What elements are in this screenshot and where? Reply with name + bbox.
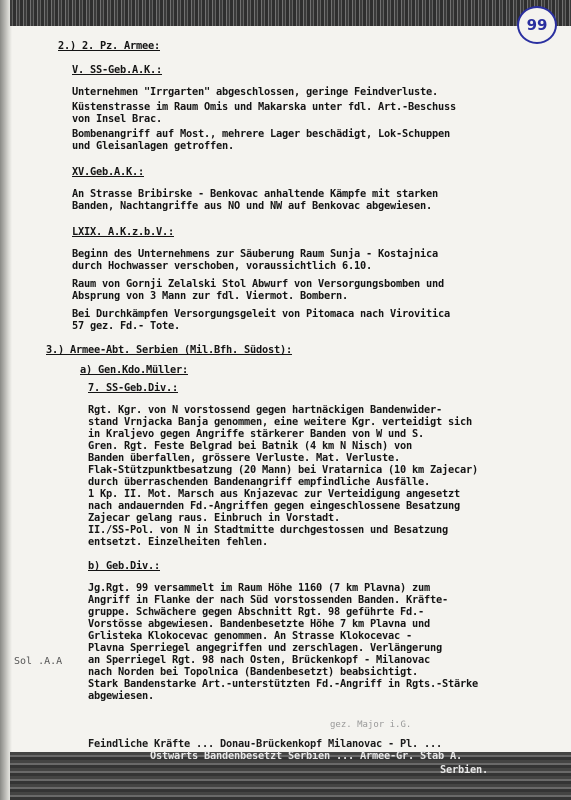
text-line: An Strasse Bribirske - Benkovac anhaltende Kämpfe mit starken: [72, 188, 438, 200]
text-line: Unternehmen "Irrgarten" abgeschlossen, geringe Feindverluste.: [72, 86, 438, 98]
text-line: Flak-Stützpunktbesatzung (20 Mann) bei Vratarnica (10 km Zajecar): [88, 464, 478, 476]
text-line: Raum von Gornji Zelalski Stol Abwurf von Versorgungsbomben und: [72, 278, 444, 290]
text-line: Banden überfallen, grössere Verluste. Mat. Verluste.: [88, 452, 400, 464]
margin-note: Sol .A.A: [14, 656, 63, 667]
text-line: Zajecar gelang raus. Einbruch in Vorstadt.: [88, 512, 340, 524]
text-line: Jg.Rgt. 99 versammelt im Raum Höhe 1160 (7 km Plavna) zum: [88, 582, 430, 594]
text-line: in Kraljevo gegen Angriffe stärkerer Banden von W und S.: [88, 428, 424, 440]
bottom-text-line: Feindliche Kräfte ... Donau-Brückenkopf Milanovac - Pl. ...: [88, 738, 442, 750]
sub-heading-gen-kdo: a) Gen.Kdo.Müller:: [80, 364, 188, 376]
text-line: durch Hochwasser verschoben, voraussichtlich 6.10.: [72, 260, 372, 272]
corps-heading-v-ss: V. SS-Geb.A.K.:: [72, 64, 162, 76]
text-line: entsetzt. Einzelheiten fehlen.: [88, 536, 268, 548]
text-line: abgewiesen.: [88, 690, 154, 702]
text-line: Absprung von 3 Mann zur fdl. Viermot. Bombern.: [72, 290, 348, 302]
text-line: durch überraschenden Bandenangriff empfindliche Ausfälle.: [88, 476, 430, 488]
text-line: Bei Durchkämpfen Versorgungsgeleit von Pitomaca nach Virovitica: [72, 308, 450, 320]
text-line: nach Norden bei Topolnica (Bandenbesetzt) beabsichtigt.: [88, 666, 418, 678]
bottom-text-line: Ostwärts Bandenbesetzt Serbien ... Armee-Gr. Stab A.: [150, 750, 462, 762]
text-line: gruppe. Schwächere gegen Abschnitt Rgt. 98 geführte Fd.-: [88, 606, 424, 618]
division-heading-7-ss: 7. SS-Geb.Div.:: [88, 382, 178, 394]
text-line: 57 gez. Fd.- Tote.: [72, 320, 180, 332]
ghost-signature: gez. Major i.G.: [330, 720, 412, 730]
text-line: Plavna Sperriegel angegriffen und zerschlagen. Verlängerung: [88, 642, 442, 654]
text-line: II./SS-Pol. von N in Stadtmitte durchgestossen und Besatzung: [88, 524, 448, 536]
page-number-stamp: 99: [517, 6, 557, 44]
scan-noise-top: [10, 0, 571, 26]
text-line: an Sperriegel Rgt. 98 nach Osten, Brückenkopf - Milanovac: [88, 654, 430, 666]
text-line: Angriff in Flanke der nach Süd vorstossenden Banden. Kräfte-: [88, 594, 448, 606]
text-line: Grlisteka Klokocevac genommen. An Strasse Klokocevac -: [88, 630, 412, 642]
bottom-text-line: Serbien.: [440, 764, 488, 776]
text-line: Banden, Nachtangriffe aus NO und NW auf Benkovac abgewiesen.: [72, 200, 432, 212]
text-line: nach andauernden Fd.-Angriffen gegen eingeschlossene Besatzung: [88, 500, 460, 512]
section-heading-2-pz-armee: 2.) 2. Pz. Armee:: [58, 40, 160, 52]
text-line: 1 Kp. II. Mot. Marsch aus Knjazevac zur Verteidigung angesetzt: [88, 488, 460, 500]
text-line: stand Vrnjacka Banja genommen, eine weitere Kgr. verteidigt sich: [88, 416, 472, 428]
section-heading-serbien: [46, 344, 292, 356]
division-heading-b-geb: b) Geb.Div.:: [88, 560, 160, 572]
text-line: Bombenangriff auf Most., mehrere Lager beschädigt, Lok-Schuppen: [72, 128, 450, 140]
text-line: Vorstösse abgewiesen. Bandenbesetzte Höhe 7 km Plavna und: [88, 618, 430, 630]
text-line: von Insel Brac.: [72, 113, 162, 125]
text-line: und Gleisanlagen getroffen.: [72, 140, 234, 152]
text-line: Küstenstrasse im Raum Omis und Makarska unter fdl. Art.-Beschuss: [72, 101, 456, 113]
scan-edge-shadow: [0, 0, 12, 800]
corps-heading-lxix: LXIX. A.K.z.b.V.:: [72, 226, 174, 238]
section-heading-serbien-text: 3.) Armee-Abt. Serbien (Mil.Bfh. Südost):: [46, 344, 292, 356]
text-line: Beginn des Unternehmens zur Säuberung Raum Sunja - Kostajnica: [72, 248, 438, 260]
text-line: Gren. Rgt. Feste Belgrad bei Batnik (4 km N Nisch) von: [88, 440, 412, 452]
text-line: Stark Bandenstarke Art.-unterstützten Fd.-Angriff in Rgts.-Stärke: [88, 678, 478, 690]
text-line: Rgt. Kgr. von N vorstossend gegen hartnäckigen Bandenwider-: [88, 404, 442, 416]
corps-heading-xv: XV.Geb.A.K.:: [72, 166, 144, 178]
